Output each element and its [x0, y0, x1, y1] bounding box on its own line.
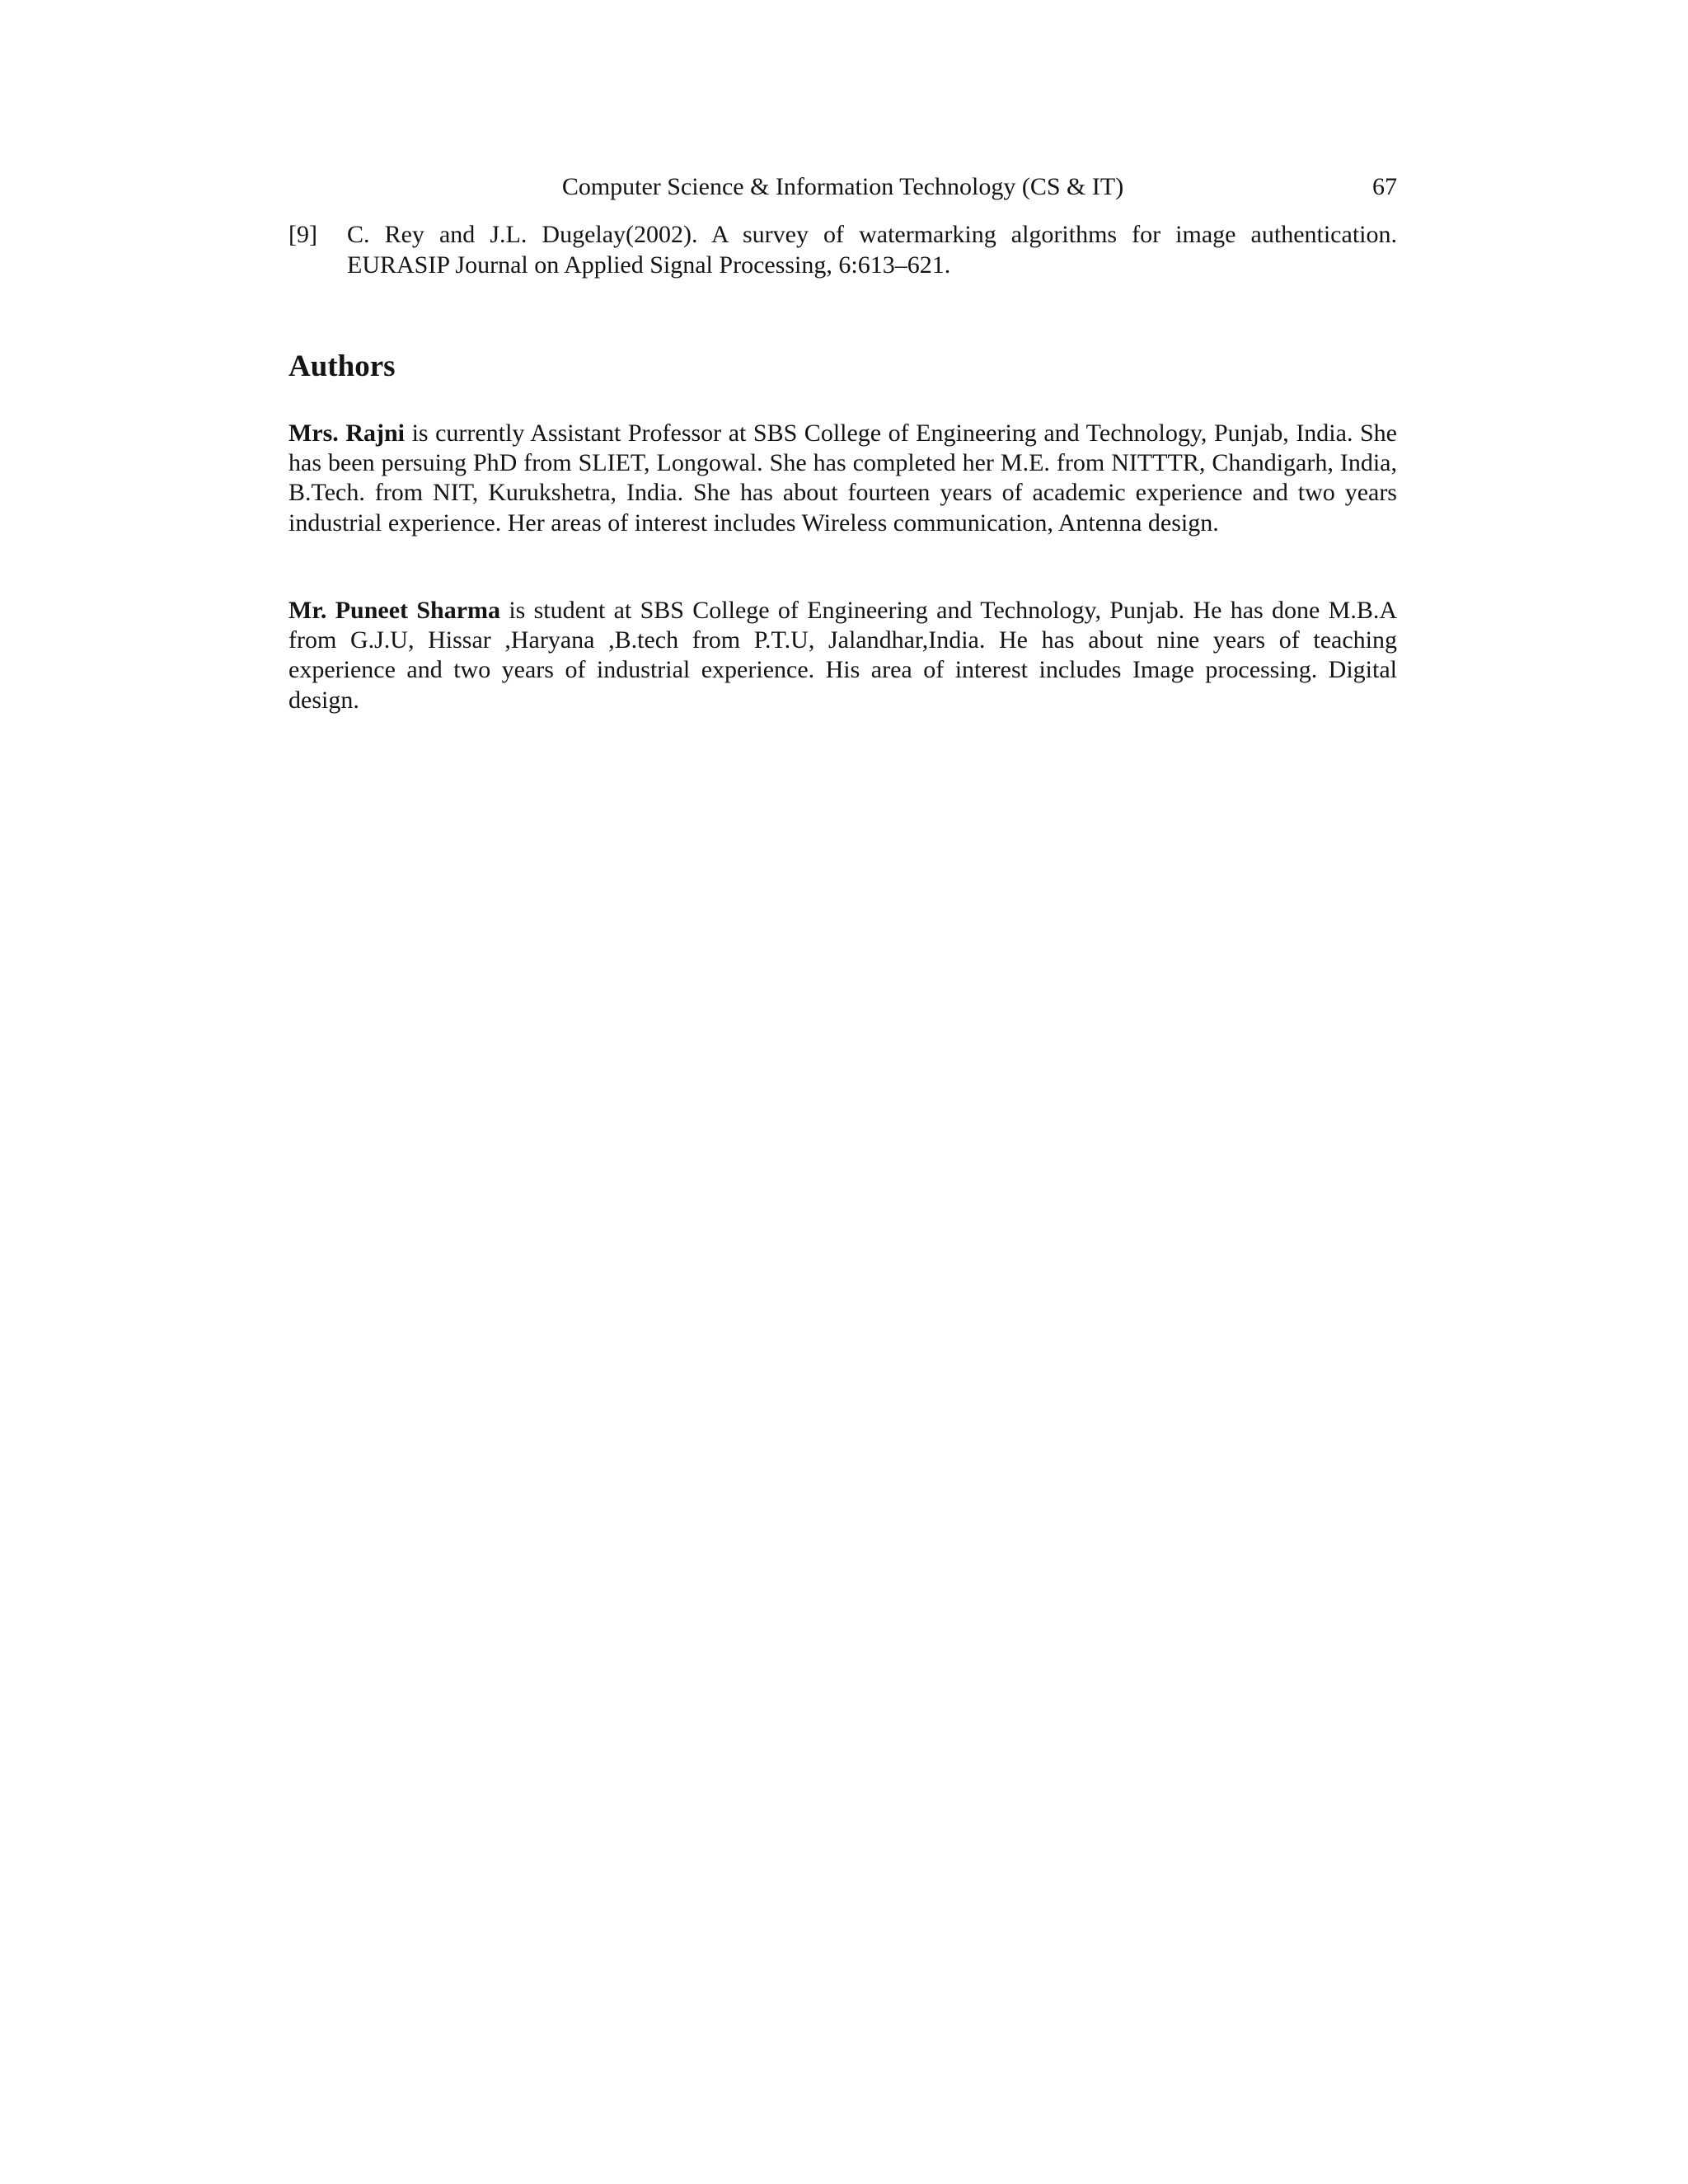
- running-header: [288, 169, 1397, 205]
- author-name: Mrs. Rajni: [288, 419, 406, 447]
- author-bio-text: is student at SBS College of Engineering and Technology, Punjab. He has done M.B.A from G.J.U, Hissar ,Haryana ,B.tech from P.T.U, Jalandhar,India. He has about nine years of teaching experience and two years of industrial experience. His area of interest includes Image processing. Digital design.: [288, 597, 1397, 714]
- reference-number: [9]: [288, 221, 317, 248]
- journal-title: Computer Science & Information Technology (CS & IT): [561, 173, 1124, 200]
- reference-entry: [288, 219, 1397, 280]
- reference-text: C. Rey and J.L. Dugelay(2002). A survey of watermarking algorithms for image authentication. EURASIP Journal on Applied Signal Processing, 6:613–621.: [347, 221, 1397, 279]
- author-name: Mr. Puneet Sharma: [288, 597, 500, 624]
- page-number: 67: [1372, 173, 1397, 200]
- author-bio: [288, 596, 1397, 715]
- author-bio: [288, 419, 1397, 538]
- author-bio-text: is currently Assistant Professor at SBS College of Engineering and Technology, Punjab, India. She has been persuing PhD from SLIET, Longowal. She has completed her M.E. from NITTTR, Chandigarh, India, B.Tech. from NIT, Kurukshetra, India. She has about fourteen years of academic experience and two years industrial experience. Her areas of interest includes Wireless communication, Antenna design.: [288, 419, 1397, 537]
- section-heading-authors: Authors: [288, 349, 396, 383]
